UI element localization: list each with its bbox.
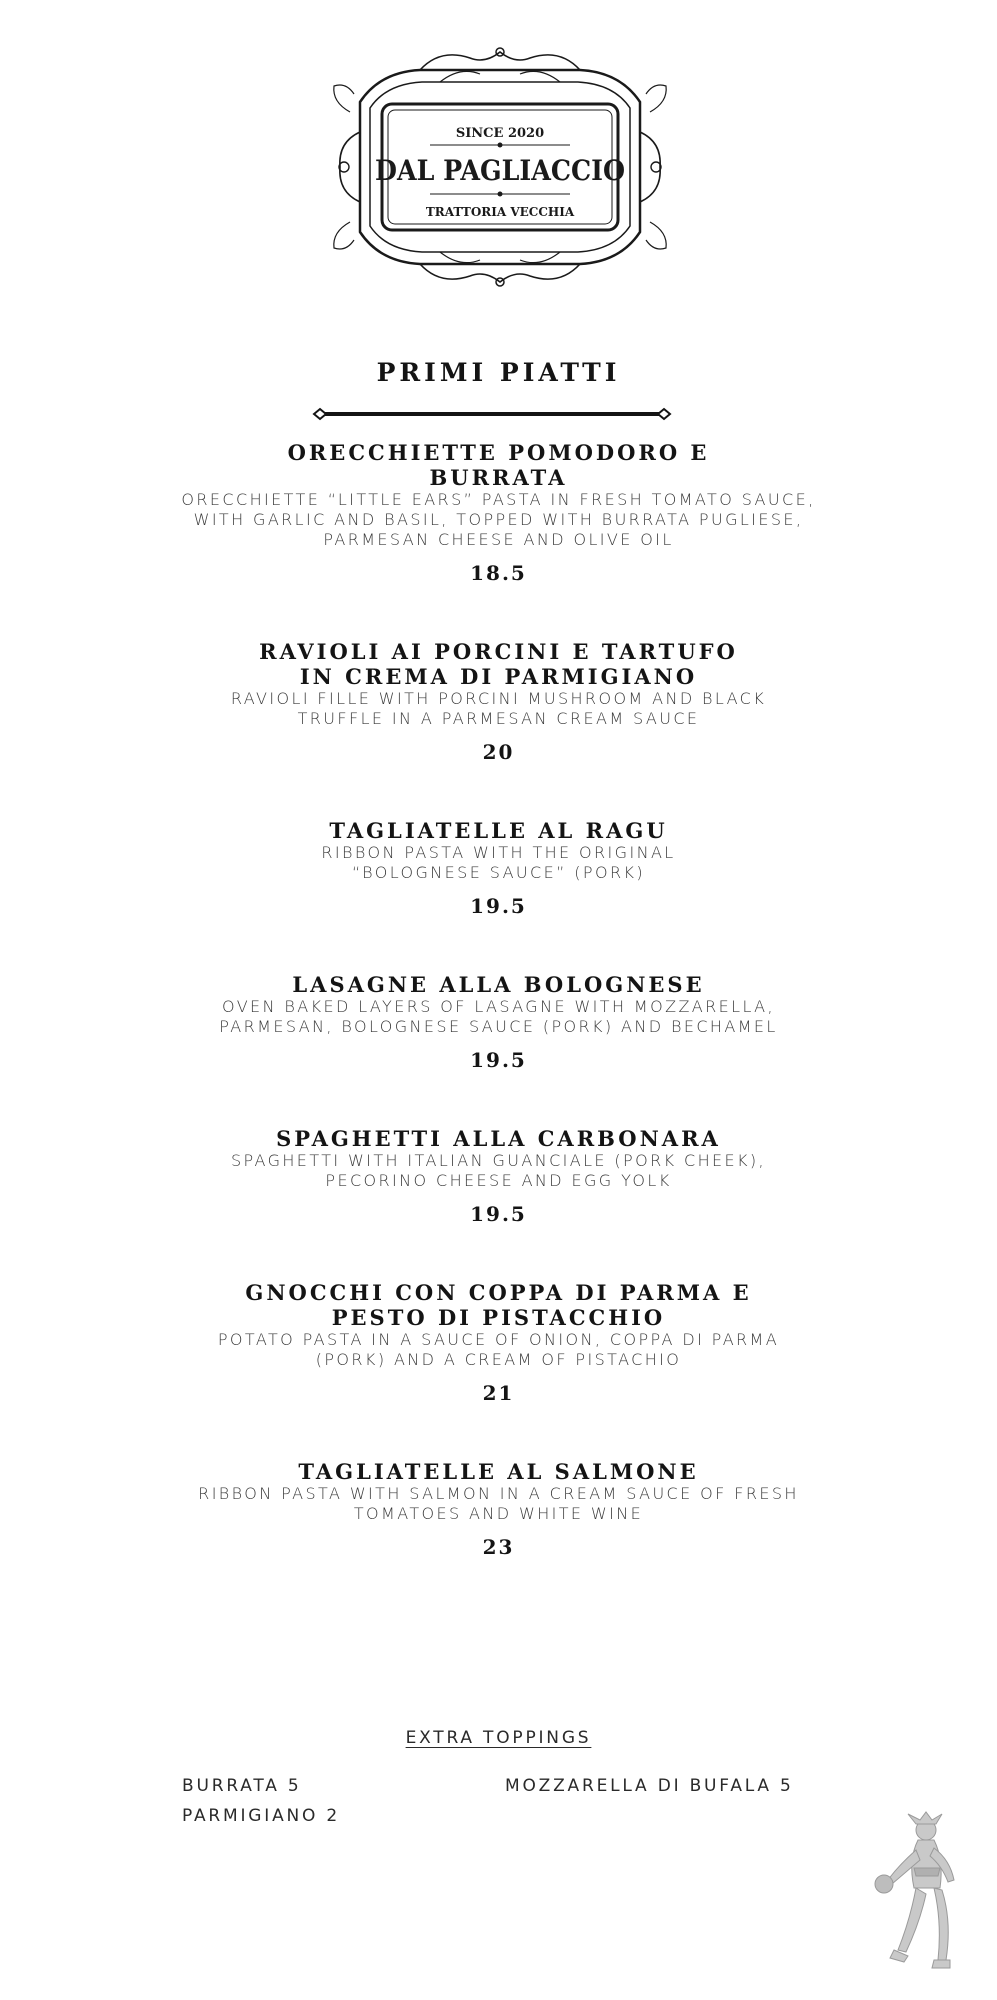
menu-item-name: TAGLIATELLE AL SALMONE — [298, 1459, 699, 1484]
extra-toppings-title: EXTRA TOPPINGS — [405, 1728, 592, 1748]
menu-item-price: 19.5 — [470, 894, 527, 918]
menu-item-description: SPAGHETTI WITH ITALIAN GUANCIALE (PORK CHEEK), PECORINO CHEESE AND EGG YOLK — [230, 1151, 767, 1190]
menu-item-name: LASAGNE ALLA BOLOGNESE — [292, 972, 705, 997]
menu-item-description: POTATO PASTA IN A SAUCE OF ONION, COPPA DI PARMA (PORK) AND A CREAM OF PISTACHIO — [217, 1330, 780, 1369]
logo-since: SINCE 2020 — [455, 126, 545, 141]
menu-item — [0, 639, 997, 764]
jester-illustration — [858, 1810, 978, 1995]
menu-item-name: ORECCHIETTE POMODORO E BURRATA — [287, 440, 710, 490]
menu-item-description: ORECCHIETTE “LITTLE EARS” PASTA IN FRESH TOMATO SAUCE, WITH GARLIC AND BASIL, TOPPED WITH BURRATA PUGLIESE, PARMESAN CHEESE AND OLIVE OIL — [181, 490, 816, 549]
menu-item-price: 23 — [482, 1535, 515, 1559]
menu-item-description: OVEN BAKED LAYERS OF LASAGNE WITH MOZZARELLA, PARMESAN, BOLOGNESE SAUCE (PORK) AND BECHAMEL — [219, 997, 778, 1036]
menu-item-price: 19.5 — [470, 1202, 527, 1226]
menu-item — [0, 440, 997, 585]
menu-item — [0, 972, 997, 1072]
menu-item-price: 20 — [482, 740, 515, 764]
menu-item-price: 19.5 — [470, 1048, 527, 1072]
logo-name: DAL PAGLIACCIO — [375, 154, 625, 187]
menu-item-name: SPAGHETTI ALLA CARBONARA — [276, 1126, 721, 1151]
menu-item — [0, 1459, 997, 1559]
menu-item-price: 18.5 — [470, 561, 527, 585]
menu-item-description: RAVIOLI FILLE WITH PORCINI MUSHROOM AND BLACK TRUFFLE IN A PARMESAN CREAM SAUCE — [230, 689, 767, 728]
menu-list — [0, 440, 997, 1559]
logo-tagline: TRATTORIA VECCHIA — [425, 205, 575, 219]
title-divider — [312, 406, 672, 422]
menu-item-name: TAGLIATELLE AL RAGU — [329, 818, 668, 843]
menu-item — [0, 1280, 997, 1405]
restaurant-logo — [320, 42, 680, 292]
extra-mozzarella: MOZZARELLA DI BUFALA 5 — [505, 1776, 794, 1796]
menu-item-name: GNOCCHI CON COPPA DI PARMA E PESTO DI PISTACCHIO — [245, 1280, 752, 1330]
extra-parmigiano: PARMIGIANO 2 — [182, 1806, 341, 1826]
menu-item — [0, 1126, 997, 1226]
menu-item-description: RIBBON PASTA WITH THE ORIGINAL “BOLOGNESE SAUCE” (PORK) — [321, 843, 676, 882]
menu-item-price: 21 — [482, 1381, 515, 1405]
menu-item-name: RAVIOLI AI PORCINI E TARTUFO IN CREMA DI PARMIGIANO — [259, 639, 738, 689]
menu-item — [0, 818, 997, 918]
section-title: PRIMI PIATTI — [376, 358, 621, 387]
menu-item-description: RIBBON PASTA WITH SALMON IN A CREAM SAUCE OF FRESH TOMATOES AND WHITE WINE — [198, 1484, 799, 1523]
extra-burrata: BURRATA 5 — [182, 1776, 302, 1796]
